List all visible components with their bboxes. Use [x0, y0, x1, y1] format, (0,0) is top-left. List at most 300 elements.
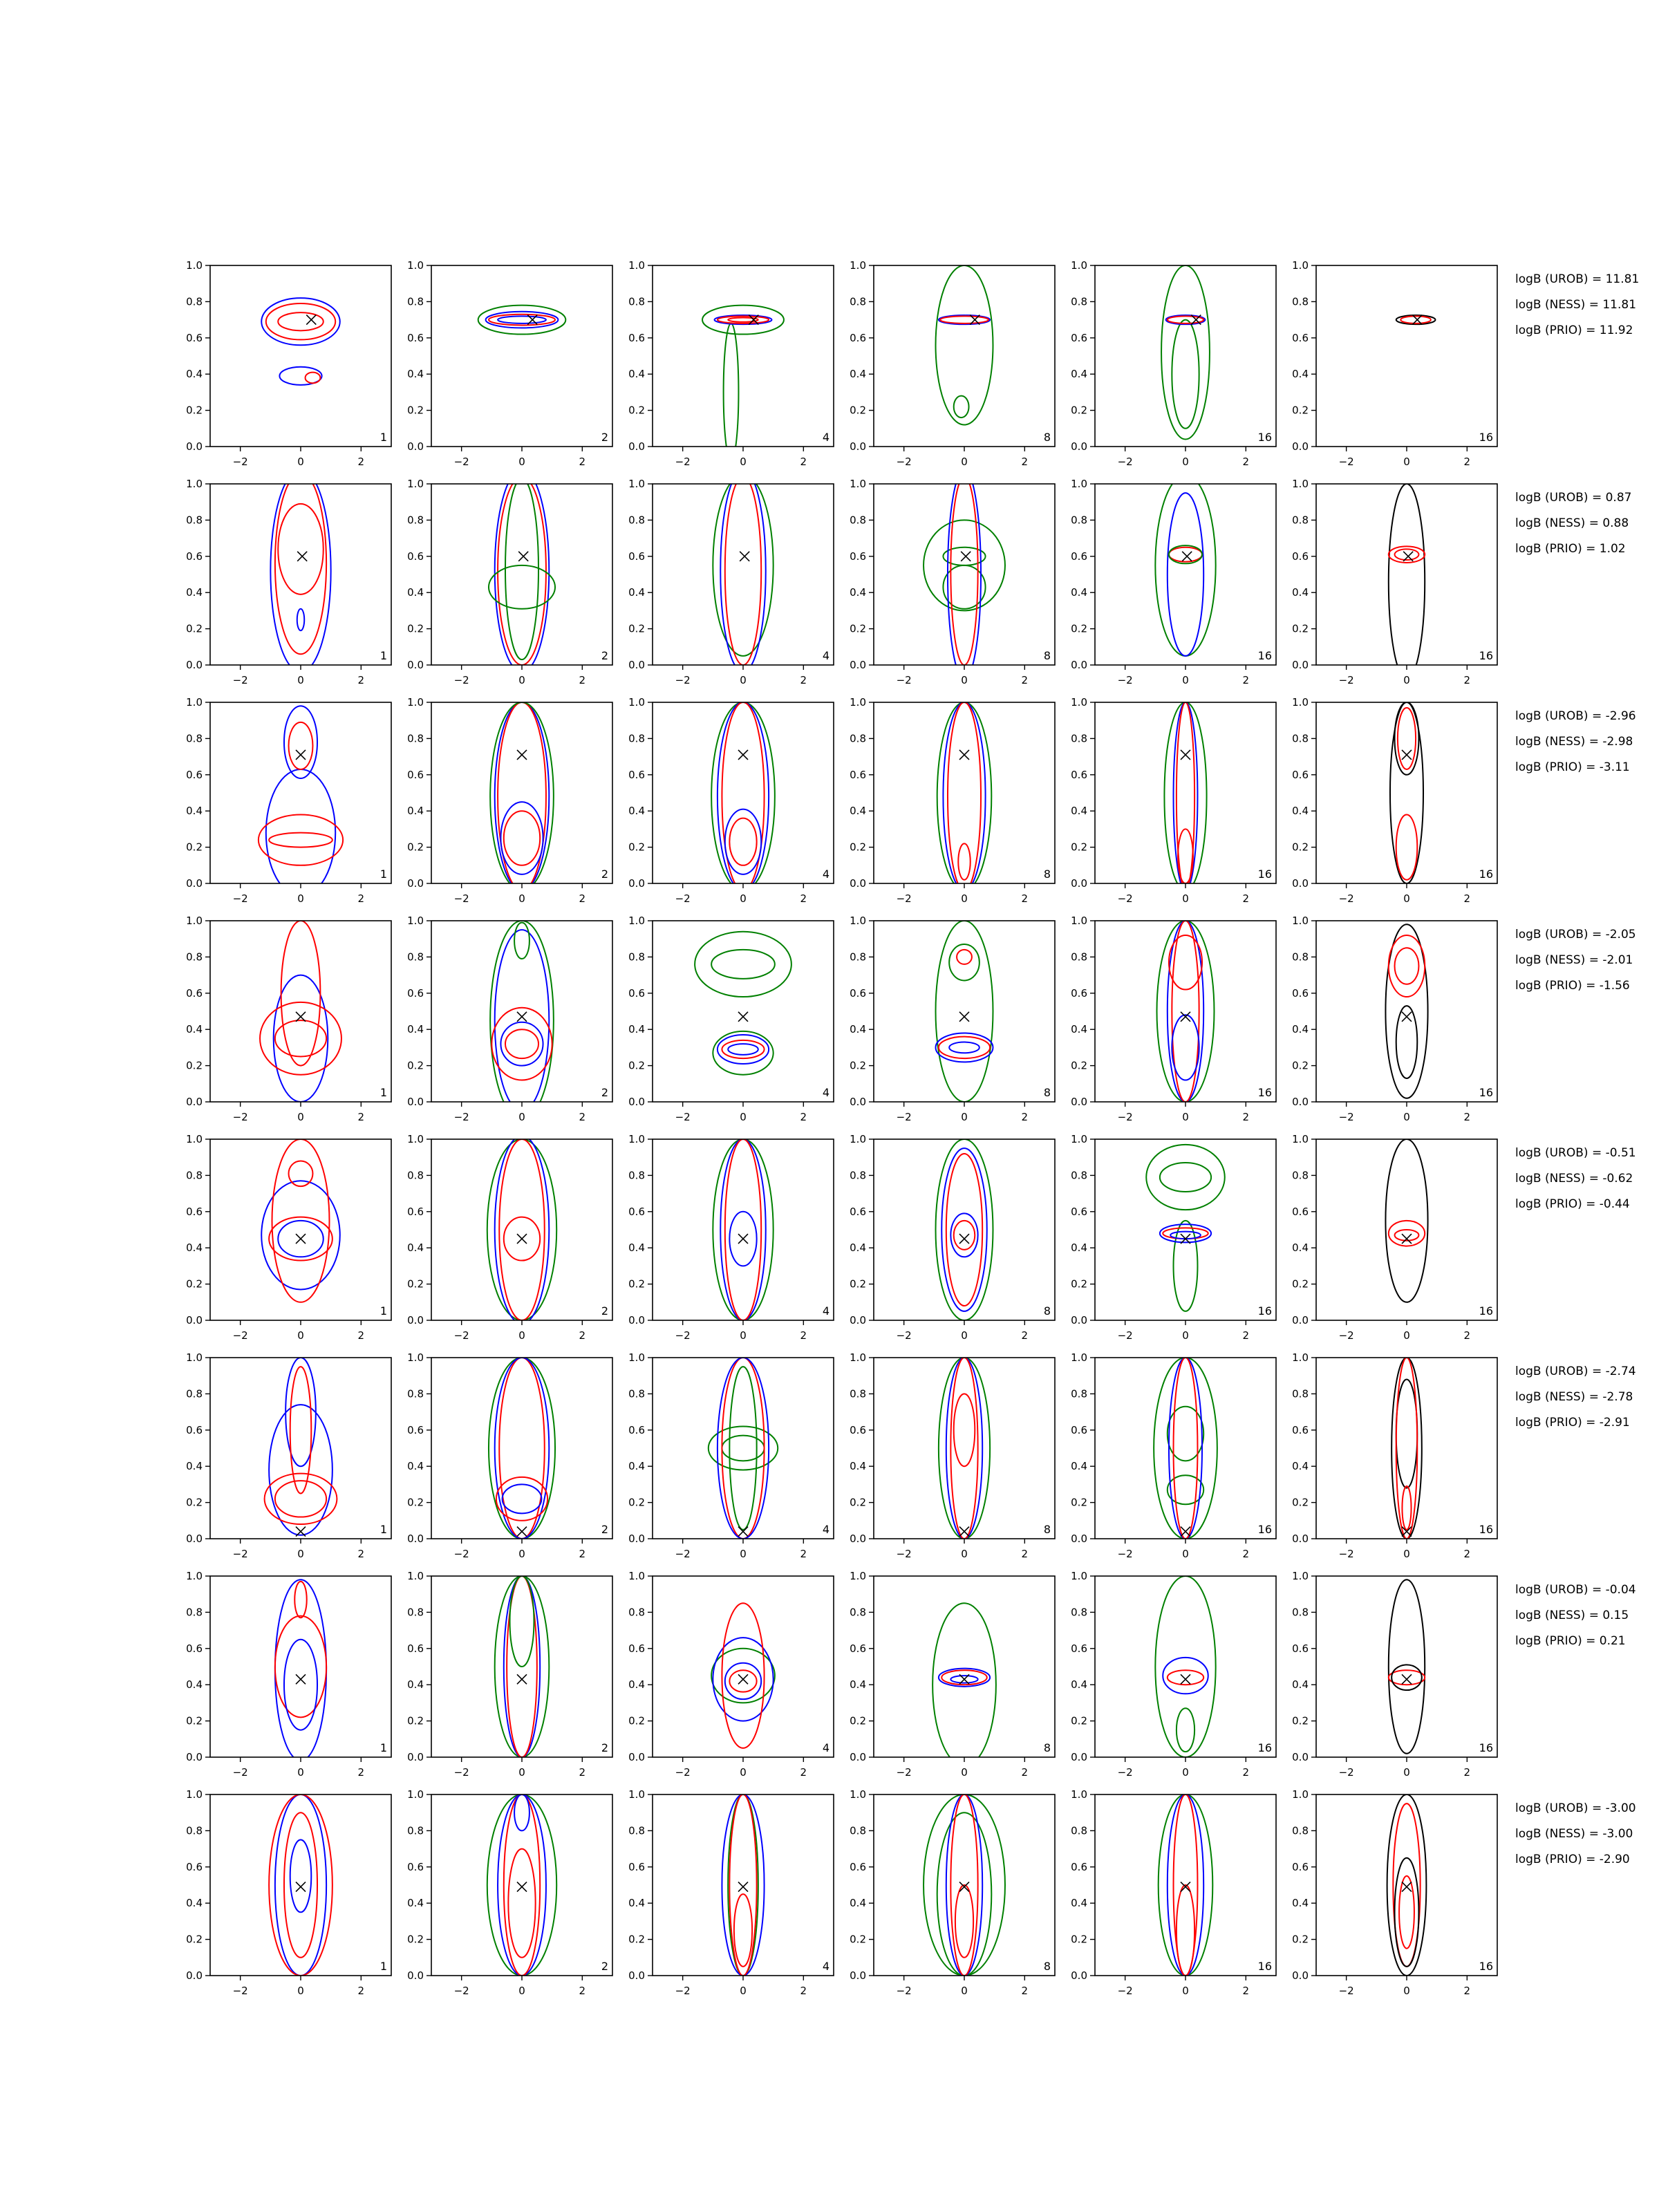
- panel-r5-c1: [186, 1133, 391, 1342]
- y-tick-label: 0.0: [186, 877, 203, 890]
- contour-blue: [949, 1042, 980, 1053]
- x-tick-label: 2: [357, 674, 365, 686]
- contour-green: [695, 932, 791, 997]
- y-tick-label: 1.0: [1071, 1351, 1087, 1364]
- y-tick-label: 0.4: [1292, 1023, 1309, 1036]
- panel-r8-c4: [850, 1788, 1055, 1997]
- contour-green: [729, 1367, 756, 1530]
- contour-green: [711, 1649, 775, 1703]
- x-tick-label: 0: [518, 892, 525, 905]
- y-tick-label: 0.8: [628, 514, 645, 527]
- panel-r3-c1: [186, 696, 391, 905]
- y-tick-label: 1.0: [850, 696, 866, 709]
- panel-r2-c6: [1292, 478, 1497, 686]
- contour-green: [936, 265, 993, 425]
- x-tick-label: 2: [1242, 674, 1250, 686]
- y-tick-label: 0.8: [850, 950, 866, 964]
- truth-marker: [1402, 1527, 1412, 1537]
- y-tick-label: 0.4: [628, 1460, 645, 1473]
- y-tick-label: 0.0: [1292, 440, 1309, 453]
- contour-blue: [500, 1022, 543, 1066]
- panel-r1-c3: [628, 259, 834, 468]
- contours: [711, 1603, 775, 1748]
- panel-iteration-label: 2: [601, 431, 608, 444]
- y-tick-label: 0.8: [186, 1169, 203, 1182]
- y-tick-label: 0.8: [628, 1824, 645, 1837]
- axes-frame: [1316, 265, 1497, 447]
- axes-frame: [874, 1358, 1055, 1539]
- x-tick-label: 0: [518, 1766, 525, 1779]
- y-tick-label: 0.2: [1292, 622, 1309, 635]
- axes-frame: [431, 921, 612, 1102]
- x-tick-label: −2: [1338, 1985, 1354, 1997]
- y-tick-label: 0.6: [186, 1860, 203, 1873]
- y-tick-label: 0.0: [407, 1314, 424, 1327]
- x-tick-label: 2: [1463, 1111, 1471, 1123]
- axes-frame: [431, 484, 612, 665]
- y-tick-label: 0.0: [628, 1751, 645, 1763]
- panel-iteration-label: 1: [379, 649, 387, 662]
- y-tick-label: 0.2: [628, 404, 645, 417]
- contour-red: [1395, 948, 1419, 984]
- contours: [702, 306, 784, 461]
- panel-iteration-label: 16: [1479, 431, 1493, 444]
- contour-green: [487, 1139, 556, 1320]
- contour-red: [275, 473, 326, 654]
- x-tick-label: 2: [800, 892, 807, 905]
- y-tick-label: 1.0: [186, 478, 203, 490]
- y-tick-label: 0.0: [1292, 1314, 1309, 1327]
- y-tick-label: 1.0: [1071, 696, 1087, 709]
- contour-blue: [495, 1136, 550, 1324]
- y-tick-label: 0.8: [1071, 514, 1087, 527]
- contour-green: [724, 324, 739, 461]
- contour-blue: [275, 1580, 326, 1761]
- contour-blue: [939, 1669, 990, 1687]
- contour-blue: [290, 1840, 312, 1913]
- y-tick-label: 0.2: [186, 622, 203, 635]
- y-tick-label: 0.8: [1071, 1169, 1087, 1182]
- contour-green: [937, 1812, 992, 1976]
- x-tick-label: 2: [1242, 892, 1250, 905]
- y-tick-label: 0.6: [407, 1423, 424, 1436]
- logb-row2-line1: logB (UROB) = 0.87: [1515, 491, 1632, 505]
- y-tick-label: 0.0: [186, 1314, 203, 1327]
- contour-green: [1164, 702, 1206, 890]
- contour-blue: [503, 1484, 542, 1513]
- contour-red: [269, 1794, 332, 1976]
- y-tick-label: 1.0: [850, 915, 866, 927]
- y-tick-label: 1.0: [407, 696, 424, 709]
- x-tick-label: 0: [1403, 892, 1410, 905]
- axes-frame: [1095, 1139, 1276, 1320]
- contour-blue: [498, 316, 546, 323]
- y-tick-label: 0.4: [407, 805, 424, 818]
- axes-frame: [1095, 484, 1276, 665]
- contour-blue: [500, 802, 543, 874]
- panel-iteration-label: 4: [822, 1086, 830, 1099]
- contour-green: [936, 1139, 993, 1320]
- logb-row3-line1: logB (UROB) = -2.96: [1515, 709, 1636, 723]
- truth-marker: [296, 1234, 306, 1244]
- y-tick-label: 0.2: [850, 841, 866, 854]
- x-tick-label: −2: [232, 1329, 248, 1342]
- x-tick-label: −2: [896, 1766, 912, 1779]
- y-tick-label: 0.4: [1071, 1460, 1087, 1473]
- y-tick-label: 0.8: [186, 1606, 203, 1619]
- y-tick-label: 0.8: [407, 1169, 424, 1182]
- x-tick-label: 0: [740, 1548, 747, 1560]
- y-tick-label: 0.0: [407, 1969, 424, 1982]
- contour-red: [496, 1477, 547, 1521]
- contour-red: [1389, 1670, 1425, 1685]
- y-tick-label: 1.0: [1071, 259, 1087, 272]
- contour-red: [275, 1616, 326, 1718]
- panel-iteration-label: 8: [1043, 649, 1051, 662]
- x-tick-label: 0: [297, 456, 304, 468]
- y-tick-label: 0.4: [1071, 1241, 1087, 1255]
- logb-row7-line1: logB (UROB) = -0.04: [1515, 1583, 1636, 1597]
- contour-red: [940, 316, 988, 323]
- y-tick-label: 0.6: [1292, 1205, 1309, 1218]
- x-tick-label: 2: [1021, 456, 1029, 468]
- axes-frame: [431, 1139, 612, 1320]
- y-tick-label: 0.8: [850, 295, 866, 308]
- contours: [261, 1139, 340, 1302]
- x-tick-label: 0: [1182, 892, 1189, 905]
- x-tick-label: 0: [740, 674, 747, 686]
- panel-iteration-label: 2: [601, 1523, 608, 1536]
- x-tick-label: 2: [1242, 1548, 1250, 1560]
- y-tick-label: 1.0: [1071, 1788, 1087, 1801]
- y-tick-label: 0.2: [186, 404, 203, 417]
- contour-blue: [495, 469, 550, 672]
- y-tick-label: 1.0: [186, 1133, 203, 1145]
- x-tick-label: 2: [800, 1111, 807, 1123]
- x-tick-label: 0: [740, 456, 747, 468]
- axes-frame: [1316, 1576, 1497, 1757]
- contour-red: [722, 1358, 764, 1539]
- contour-red: [269, 833, 332, 847]
- y-tick-label: 0.8: [407, 1387, 424, 1400]
- contour-red: [498, 702, 546, 890]
- contour-blue: [720, 1139, 766, 1320]
- y-tick-label: 0.0: [628, 1969, 645, 1982]
- y-tick-label: 0.4: [1292, 586, 1309, 599]
- y-tick-label: 0.2: [628, 1277, 645, 1291]
- contour-blue: [718, 702, 769, 890]
- y-tick-label: 0.2: [1292, 1059, 1309, 1072]
- panel-iteration-label: 1: [379, 1523, 387, 1536]
- y-tick-label: 0.6: [186, 1423, 203, 1436]
- y-tick-label: 0.0: [628, 440, 645, 453]
- x-tick-label: 0: [961, 1985, 968, 1997]
- contour-red: [290, 1367, 312, 1493]
- x-tick-label: 2: [357, 1985, 365, 1997]
- x-tick-label: −2: [675, 1985, 691, 1997]
- y-tick-label: 0.2: [628, 1714, 645, 1727]
- contours: [937, 702, 992, 890]
- contour-blue: [936, 1033, 993, 1062]
- x-tick-label: −2: [675, 1329, 691, 1342]
- truth-marker: [1181, 1527, 1190, 1537]
- axes-frame: [210, 265, 391, 447]
- contour-red: [1396, 1358, 1418, 1539]
- contours: [713, 1139, 773, 1320]
- y-tick-label: 0.8: [628, 1169, 645, 1182]
- logb-row8-line2: logB (NESS) = -3.00: [1515, 1827, 1633, 1841]
- x-tick-label: 0: [961, 456, 968, 468]
- y-tick-label: 1.0: [850, 1788, 866, 1801]
- contour-red: [954, 1394, 975, 1466]
- x-tick-label: −2: [896, 892, 912, 905]
- logb-row5-line1: logB (UROB) = -0.51: [1515, 1146, 1636, 1160]
- y-tick-label: 0.2: [186, 1277, 203, 1291]
- contour-blue: [720, 469, 766, 672]
- y-tick-label: 1.0: [1071, 915, 1087, 927]
- y-tick-label: 0.4: [407, 1241, 424, 1255]
- y-tick-label: 0.6: [186, 1642, 203, 1655]
- contours: [924, 469, 1005, 679]
- truth-marker: [1402, 1234, 1412, 1244]
- y-tick-label: 0.0: [407, 440, 424, 453]
- y-tick-label: 0.2: [628, 841, 645, 854]
- y-tick-label: 0.4: [1071, 586, 1087, 599]
- x-tick-label: 2: [1463, 1548, 1471, 1560]
- panel-r7-c1: [186, 1570, 391, 1779]
- x-tick-label: 0: [297, 1548, 304, 1560]
- contours: [275, 1580, 326, 1761]
- panel-r5-c6: [1292, 1133, 1497, 1342]
- contour-green: [505, 478, 538, 659]
- x-tick-label: −2: [232, 1111, 248, 1123]
- panel-r1-c4: [850, 259, 1055, 468]
- y-tick-label: 0.2: [1292, 1714, 1309, 1727]
- panel-iteration-label: 2: [601, 1960, 608, 1973]
- contour-blue: [718, 1358, 769, 1539]
- x-tick-label: −2: [896, 1329, 912, 1342]
- x-tick-label: −2: [453, 1548, 469, 1560]
- y-tick-label: 0.0: [850, 1533, 866, 1545]
- contour-red: [260, 1002, 341, 1075]
- y-tick-label: 0.8: [1292, 1824, 1309, 1837]
- panel-r3-c5: [1071, 696, 1276, 905]
- x-tick-label: 0: [297, 1766, 304, 1779]
- contour-blue: [284, 1640, 317, 1730]
- y-tick-label: 1.0: [1292, 696, 1309, 709]
- axes-frame: [1316, 1358, 1497, 1539]
- truth-marker: [738, 1674, 748, 1684]
- contour-green: [490, 702, 554, 890]
- x-tick-label: −2: [675, 456, 691, 468]
- contour-blue: [725, 809, 761, 874]
- x-tick-label: 0: [297, 1985, 304, 1997]
- x-tick-label: 2: [800, 674, 807, 686]
- contours: [1161, 265, 1210, 440]
- logb-row4-line2: logB (NESS) = -2.01: [1515, 953, 1633, 967]
- x-tick-label: −2: [1117, 1329, 1133, 1342]
- y-tick-label: 0.2: [850, 404, 866, 417]
- axes-frame: [874, 484, 1055, 665]
- contours: [269, 1794, 332, 1976]
- panel-r4-c5: [1071, 915, 1276, 1123]
- contour-green: [478, 306, 566, 335]
- x-tick-label: −2: [1338, 1548, 1354, 1560]
- x-tick-label: 2: [579, 1548, 586, 1560]
- x-tick-label: 0: [518, 1329, 525, 1342]
- y-tick-label: 1.0: [407, 1133, 424, 1145]
- y-tick-label: 1.0: [1292, 259, 1309, 272]
- x-tick-label: −2: [453, 892, 469, 905]
- contour-red: [729, 1670, 756, 1691]
- truth-marker: [1402, 1882, 1412, 1892]
- x-tick-label: 0: [297, 892, 304, 905]
- y-tick-label: 0.8: [628, 295, 645, 308]
- axes-frame: [210, 1358, 391, 1539]
- contours: [260, 921, 341, 1102]
- y-tick-label: 0.0: [1071, 1533, 1087, 1545]
- x-tick-label: −2: [675, 1111, 691, 1123]
- x-tick-label: 2: [1242, 1329, 1250, 1342]
- y-tick-label: 0.0: [850, 440, 866, 453]
- contour-red: [957, 950, 972, 964]
- y-tick-label: 0.4: [1071, 1678, 1087, 1691]
- panel-r7-c6: [1292, 1570, 1497, 1779]
- x-tick-label: −2: [1117, 456, 1133, 468]
- truth-marker: [296, 1674, 306, 1684]
- y-tick-label: 0.4: [628, 1241, 645, 1255]
- y-tick-label: 0.4: [1292, 1460, 1309, 1473]
- x-tick-label: 2: [357, 892, 365, 905]
- y-tick-label: 0.4: [628, 805, 645, 818]
- axes-frame: [653, 702, 834, 883]
- contour-red: [1177, 702, 1194, 890]
- contour-blue: [275, 1794, 326, 1976]
- contour-green: [943, 565, 985, 609]
- y-tick-label: 0.2: [850, 1933, 866, 1946]
- y-tick-label: 0.4: [850, 1023, 866, 1036]
- y-tick-label: 0.0: [1071, 1314, 1087, 1327]
- panel-r3-c6: [1292, 696, 1497, 905]
- y-tick-label: 0.0: [628, 877, 645, 890]
- y-tick-label: 0.2: [1292, 1496, 1309, 1509]
- y-tick-label: 0.8: [186, 295, 203, 308]
- contour-red: [1398, 708, 1416, 769]
- x-tick-label: −2: [232, 1766, 248, 1779]
- contour-blue: [948, 469, 981, 679]
- y-tick-label: 0.0: [186, 1751, 203, 1763]
- x-tick-label: 0: [297, 674, 304, 686]
- y-tick-label: 0.8: [850, 514, 866, 527]
- y-tick-label: 0.6: [628, 1423, 645, 1436]
- panel-r8-c6: [1292, 1788, 1497, 1997]
- x-tick-label: −2: [232, 456, 248, 468]
- panel-r6-c1: [186, 1351, 391, 1560]
- y-tick-label: 0.6: [186, 768, 203, 781]
- y-tick-label: 0.8: [407, 950, 424, 964]
- logb-row1-line2: logB (NESS) = 11.81: [1515, 298, 1637, 312]
- contours: [1387, 1794, 1427, 1976]
- y-tick-label: 0.6: [850, 1423, 866, 1436]
- panel-iteration-label: 8: [1043, 1523, 1051, 1536]
- y-tick-label: 1.0: [1071, 1570, 1087, 1582]
- truth-marker: [1182, 552, 1192, 561]
- y-tick-label: 0.6: [1292, 1642, 1309, 1655]
- panel-iteration-label: 8: [1043, 431, 1051, 444]
- y-tick-label: 0.6: [407, 986, 424, 1000]
- panel-iteration-label: 4: [822, 868, 830, 881]
- y-tick-label: 0.8: [850, 1387, 866, 1400]
- contour-black: [1389, 484, 1425, 679]
- truth-marker: [517, 1012, 527, 1022]
- x-tick-label: 0: [961, 1111, 968, 1123]
- panel-r2-c2: [407, 469, 612, 686]
- y-tick-label: 1.0: [1292, 478, 1309, 490]
- x-tick-label: −2: [1338, 892, 1354, 905]
- contours: [487, 1794, 556, 1976]
- y-tick-label: 0.6: [186, 550, 203, 563]
- y-tick-label: 0.4: [186, 805, 203, 818]
- contour-blue: [943, 702, 985, 890]
- panel-r6-c6: [1292, 1351, 1497, 1560]
- x-tick-label: 0: [961, 674, 968, 686]
- x-tick-label: 0: [740, 1766, 747, 1779]
- contour-red: [275, 1481, 326, 1517]
- y-tick-label: 0.6: [850, 550, 866, 563]
- x-tick-label: −2: [675, 674, 691, 686]
- panel-iteration-label: 4: [822, 1304, 830, 1318]
- contour-blue: [1168, 921, 1203, 1102]
- x-tick-label: −2: [1338, 456, 1354, 468]
- contour-red: [1174, 1358, 1198, 1539]
- panel-r2-c4: [850, 469, 1055, 686]
- y-tick-label: 0.8: [1071, 732, 1087, 745]
- y-tick-label: 0.8: [407, 1824, 424, 1837]
- y-tick-label: 1.0: [407, 1788, 424, 1801]
- x-tick-label: 0: [1182, 1766, 1189, 1779]
- panel-iteration-label: 16: [1479, 1304, 1493, 1318]
- x-tick-label: 0: [1403, 1766, 1410, 1779]
- y-tick-label: 0.2: [628, 1496, 645, 1509]
- y-tick-label: 0.4: [186, 1678, 203, 1691]
- x-tick-label: 0: [1403, 456, 1410, 468]
- y-tick-label: 0.0: [1071, 1751, 1087, 1763]
- contours: [1389, 484, 1425, 679]
- y-tick-label: 1.0: [850, 259, 866, 272]
- contour-red: [508, 1849, 535, 1958]
- contours: [936, 265, 993, 425]
- contour-green: [1168, 1475, 1203, 1504]
- y-tick-label: 0.0: [1292, 659, 1309, 671]
- contour-blue: [950, 1213, 977, 1257]
- y-tick-label: 0.6: [186, 1205, 203, 1218]
- panel-r1-c6: [1292, 259, 1497, 468]
- axes-frame: [1316, 702, 1497, 883]
- logb-row6-line1: logB (UROB) = -2.74: [1515, 1365, 1636, 1378]
- y-tick-label: 0.0: [1292, 877, 1309, 890]
- y-tick-label: 0.0: [1071, 877, 1087, 890]
- y-tick-label: 0.4: [407, 1460, 424, 1473]
- panel-r7-c4: [850, 1570, 1055, 1779]
- y-tick-label: 0.8: [1292, 1169, 1309, 1182]
- contours: [270, 469, 330, 672]
- panel-grid: [186, 259, 1497, 1997]
- y-tick-label: 0.6: [628, 1642, 645, 1655]
- truth-marker: [297, 552, 307, 561]
- y-tick-label: 0.2: [628, 1933, 645, 1946]
- axes-frame: [1095, 1358, 1276, 1539]
- contour-red: [948, 702, 981, 890]
